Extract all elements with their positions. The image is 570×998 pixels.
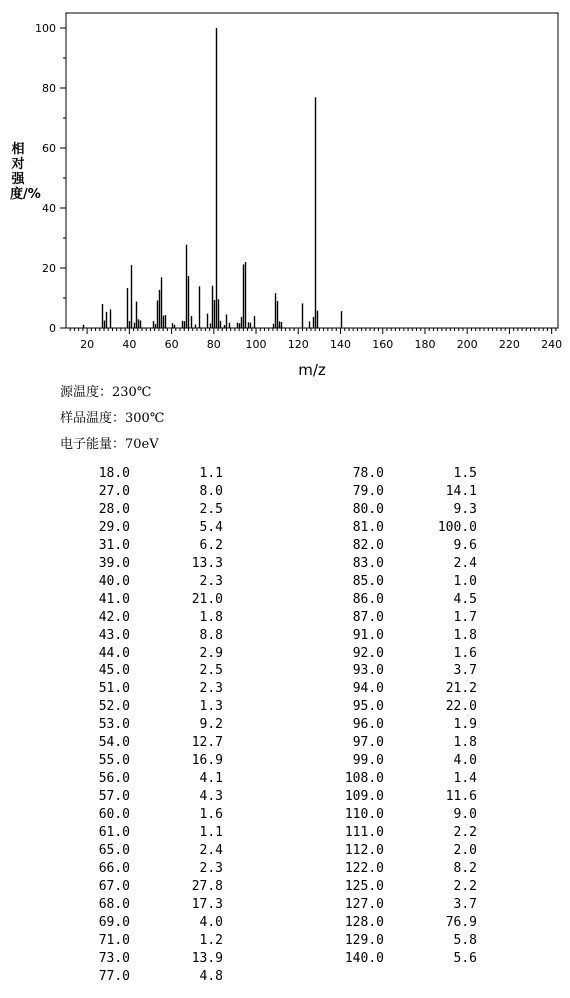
- peak-mz: 41.0: [98, 591, 130, 607]
- y-tick-label: 40: [42, 202, 56, 215]
- peak-mz: 83.0: [352, 555, 384, 571]
- peak-table-row: [0, 752, 570, 770]
- peak-table-row: [0, 573, 570, 591]
- peak-table-row: [0, 806, 570, 824]
- peak-intensity: 2.3: [199, 681, 223, 697]
- peak-intensity: 21.0: [191, 591, 223, 607]
- peak-intensity: 1.3: [199, 699, 223, 715]
- peak-mz: 28.0: [98, 501, 130, 517]
- peak-table-row: [0, 501, 570, 519]
- peak-intensity: 2.4: [453, 555, 477, 571]
- peak-intensity: 5.8: [453, 932, 477, 948]
- peak-intensity: 9.0: [453, 807, 477, 823]
- peak-table-row: [0, 896, 570, 914]
- x-tick-label: 140: [330, 338, 352, 351]
- peak-table-row: [0, 537, 570, 555]
- peak-intensity: 2.3: [199, 860, 223, 876]
- peak-intensity: 3.7: [453, 663, 477, 679]
- peak-mz: 71.0: [98, 932, 130, 948]
- peak-intensity: 1.8: [453, 735, 477, 751]
- peak-intensity: 3.7: [453, 896, 477, 912]
- peak-table-row: [0, 609, 570, 627]
- peak-mz: 97.0: [352, 735, 384, 751]
- peak-intensity: 1.1: [199, 825, 223, 840]
- peak-mz: 82.0: [352, 537, 384, 553]
- peak-mz: 61.0: [98, 825, 130, 840]
- x-tick-label: 100: [245, 338, 267, 351]
- x-tick-label: 60: [164, 338, 179, 351]
- peak-mz: 51.0: [98, 681, 130, 697]
- peak-intensity: 11.6: [445, 789, 477, 805]
- peak-table-row: [0, 698, 570, 716]
- peak-table-row: [0, 716, 570, 734]
- peak-table-row: [0, 932, 570, 950]
- peak-intensity: 2.2: [453, 825, 477, 840]
- x-axis-label: m/z: [298, 361, 326, 379]
- peak-table-row: [0, 842, 570, 860]
- peak-table-row: [0, 860, 570, 878]
- peak-table-row: [0, 770, 570, 788]
- plot-border: [66, 13, 558, 328]
- peak-mz: 66.0: [98, 860, 130, 876]
- peak-mz: 43.0: [98, 627, 130, 643]
- peak-mz: 69.0: [98, 914, 130, 930]
- peak-mz: 109.0: [344, 789, 384, 805]
- peak-intensity: 100.0: [437, 519, 477, 535]
- peak-intensity: 2.5: [199, 663, 223, 679]
- sample-temperature: 样品温度：300℃: [60, 411, 165, 426]
- peak-mz: 42.0: [98, 609, 130, 625]
- peak-mz: 112.0: [344, 842, 384, 858]
- peak-mz: 91.0: [352, 627, 384, 643]
- peak-mz: 127.0: [344, 896, 384, 912]
- peak-intensity: 5.4: [199, 519, 223, 535]
- peak-mz: 44.0: [98, 645, 130, 661]
- peak-mz: 52.0: [98, 699, 130, 715]
- peak-mz: 29.0: [98, 519, 130, 535]
- peak-intensity: 9.2: [199, 717, 223, 733]
- peak-table-row: [0, 662, 570, 680]
- peak-mz: 53.0: [98, 717, 130, 733]
- peak-intensity: 1.7: [453, 609, 477, 625]
- peak-intensity: 16.9: [191, 753, 223, 769]
- peak-intensity: 2.2: [453, 878, 477, 894]
- peak-mz: 79.0: [352, 483, 384, 499]
- peak-mz: 54.0: [98, 735, 130, 751]
- peak-table-row: [0, 878, 570, 896]
- peak-mz: 122.0: [344, 860, 384, 876]
- peak-mz: 128.0: [344, 914, 384, 930]
- peak-intensity: 2.9: [199, 645, 223, 661]
- peak-mz: 40.0: [98, 573, 130, 589]
- peak-intensity: 13.3: [191, 555, 223, 571]
- peak-mz: 60.0: [98, 807, 130, 823]
- x-tick-label: 40: [122, 338, 137, 351]
- peak-table-row: [0, 680, 570, 698]
- peak-table-row: [0, 914, 570, 932]
- peak-intensity: 4.1: [199, 771, 223, 787]
- peak-intensity: 21.2: [445, 681, 477, 697]
- peak-mz: 31.0: [98, 537, 130, 553]
- peak-mz: 92.0: [352, 645, 384, 661]
- peak-intensity: 1.2: [199, 932, 223, 948]
- peak-intensity: 2.4: [199, 842, 223, 858]
- peak-intensity: 27.8: [191, 878, 223, 894]
- peak-intensity: 4.8: [199, 968, 223, 984]
- peak-table-row: [0, 555, 570, 573]
- peak-intensity: 6.2: [199, 537, 223, 553]
- peak-intensity: 4.0: [453, 753, 477, 769]
- peak-intensity: 1.5: [453, 466, 477, 481]
- peak-mz: 67.0: [98, 878, 130, 894]
- spectrum-peaks: [84, 28, 342, 328]
- peak-intensity: 1.8: [199, 609, 223, 625]
- minor-ticks: [63, 58, 556, 331]
- peak-mz: 27.0: [98, 483, 130, 499]
- peak-intensity: 1.6: [453, 645, 477, 661]
- peak-mz: 73.0: [98, 950, 130, 966]
- peak-intensity: 1.4: [453, 771, 477, 787]
- y-tick-label: 100: [35, 22, 56, 35]
- y-tick-label: 0: [49, 322, 56, 335]
- peak-intensity: 1.6: [199, 807, 223, 823]
- peak-table-row: [0, 645, 570, 663]
- peak-intensity: 1.0: [453, 573, 477, 589]
- y-tick-label: 80: [42, 82, 56, 95]
- peak-table-row: [0, 788, 570, 806]
- peak-intensity: 1.9: [453, 717, 477, 733]
- electron-energy: 电子能量：70eV: [60, 437, 159, 452]
- peak-table-row: [0, 465, 570, 483]
- peak-mz: 39.0: [98, 555, 130, 571]
- peak-mz: 45.0: [98, 663, 130, 679]
- peak-mz: 56.0: [98, 771, 130, 787]
- peak-mz: 86.0: [352, 591, 384, 607]
- peak-intensity: 4.0: [199, 914, 223, 930]
- peak-intensity: 22.0: [445, 699, 477, 715]
- peak-intensity: 8.8: [199, 627, 223, 643]
- peak-mz: 18.0: [98, 466, 130, 481]
- peak-intensity: 1.1: [199, 466, 223, 481]
- peak-intensity: 5.6: [453, 950, 477, 966]
- peak-mz: 99.0: [352, 753, 384, 769]
- peak-intensity: 8.2: [453, 860, 477, 876]
- peak-intensity: 4.5: [453, 591, 477, 607]
- peak-mz: 125.0: [344, 878, 384, 894]
- peak-mz: 78.0: [352, 466, 384, 481]
- peak-intensity: 9.6: [453, 537, 477, 553]
- x-tick-label: 240: [541, 338, 563, 351]
- peak-intensity: 2.0: [453, 842, 477, 858]
- peak-intensity: 9.3: [453, 501, 477, 517]
- y-axis-label: 相对强度/%: [10, 142, 41, 202]
- x-tick-label: 80: [206, 338, 221, 351]
- peak-mz: 77.0: [98, 968, 130, 984]
- x-tick-label: 200: [456, 338, 478, 351]
- x-axis-ticks: [80, 328, 562, 351]
- source-temperature: 源温度：230℃: [60, 385, 152, 400]
- peak-mz: 65.0: [98, 842, 130, 858]
- y-axis-ticks: [35, 22, 66, 335]
- peak-mz: 140.0: [344, 950, 384, 966]
- peak-mz: 68.0: [98, 896, 130, 912]
- peak-intensity: 4.3: [199, 789, 223, 805]
- peak-intensity: 13.9: [191, 950, 223, 966]
- peak-intensity: 8.0: [199, 483, 223, 499]
- x-tick-label: 20: [80, 338, 95, 351]
- peak-table-row: [0, 519, 570, 537]
- peak-mz: 96.0: [352, 717, 384, 733]
- peak-mz: 57.0: [98, 789, 130, 805]
- peak-intensity: 17.3: [191, 896, 223, 912]
- peak-mz: 80.0: [352, 501, 384, 517]
- x-tick-label: 220: [498, 338, 520, 351]
- peak-table-row: [0, 734, 570, 752]
- x-tick-label: 120: [287, 338, 309, 351]
- peak-mz: 93.0: [352, 663, 384, 679]
- x-tick-label: 160: [372, 338, 394, 351]
- peak-mz: 87.0: [352, 609, 384, 625]
- peak-intensity: 14.1: [445, 483, 477, 499]
- peak-mz: 94.0: [352, 681, 384, 697]
- peak-intensity: 76.9: [445, 914, 477, 930]
- peak-table-row: [0, 591, 570, 609]
- peak-table-row: [0, 627, 570, 645]
- peak-table-row: [0, 483, 570, 501]
- peak-mz: 110.0: [344, 807, 384, 823]
- peak-mz: 95.0: [352, 699, 384, 715]
- peak-intensity: 1.8: [453, 627, 477, 643]
- peak-mz: 85.0: [352, 573, 384, 589]
- peak-mz: 129.0: [344, 932, 384, 948]
- x-tick-label: 180: [414, 338, 436, 351]
- peak-mz: 111.0: [344, 825, 384, 840]
- peak-intensity: 2.5: [199, 501, 223, 517]
- peak-mz: 81.0: [352, 519, 384, 535]
- mass-spectrum-chart: [0, 0, 570, 385]
- peak-intensity: 2.3: [199, 573, 223, 589]
- peak-mz: 108.0: [344, 771, 384, 787]
- peak-table-row: [0, 950, 570, 968]
- y-tick-label: 60: [42, 142, 56, 155]
- peak-table-row: [0, 824, 570, 842]
- plot-area: [66, 13, 558, 328]
- peak-intensity: 12.7: [191, 735, 223, 751]
- y-tick-label: 20: [42, 262, 56, 275]
- peak-mz: 55.0: [98, 753, 130, 769]
- peak-table-row: [0, 968, 570, 986]
